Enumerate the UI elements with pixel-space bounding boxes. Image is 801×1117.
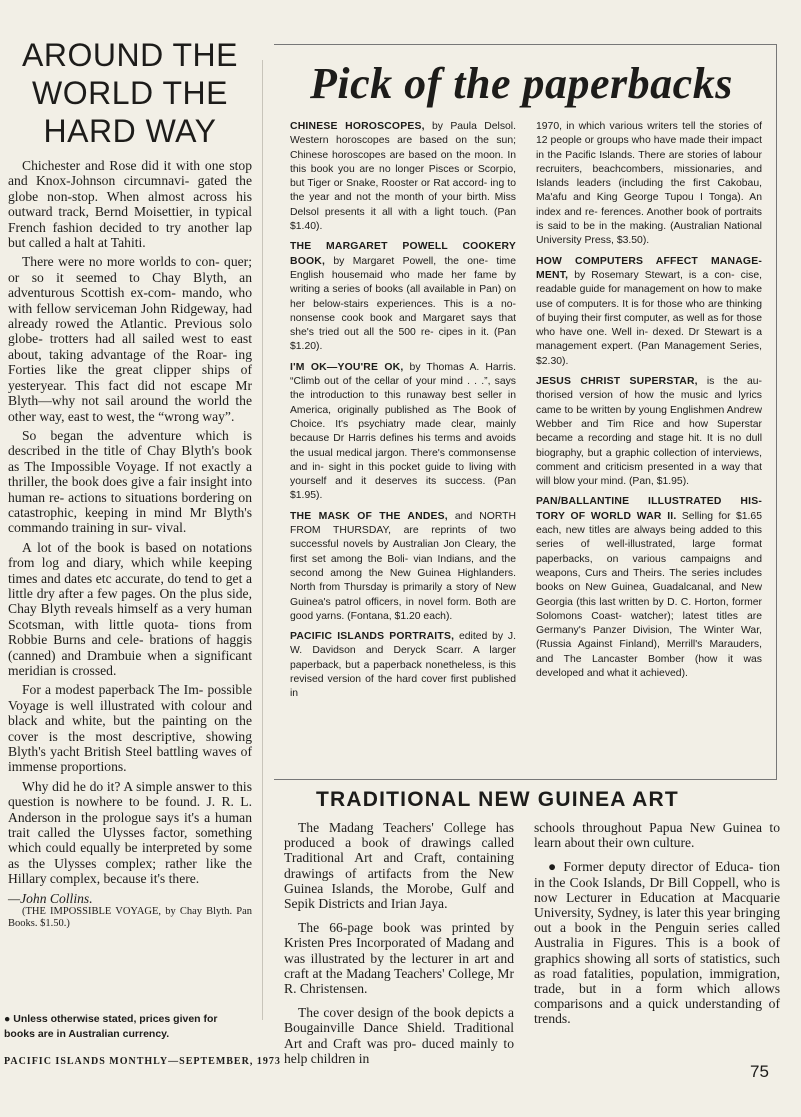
book-title: JESUS CHRIST SUPERSTAR, xyxy=(536,376,698,388)
book-entry xyxy=(536,375,762,489)
book-description: and NORTH FROM THURSDAY, are reprints of two successful novels by Australian Jon Cleary, the first set among the Boli- vian Indians, and the second among the New Guinea Highlanders. North from Thursday is primarily a story of New Guinea's patrol officers, in novel form. Both are good yarns. (Fontana, $1.20 each). xyxy=(290,510,516,622)
pick-column-2 xyxy=(536,120,762,687)
article-paragraph: Why did he do it? A simple answer to this question is nowhere to be found. J. R. L. Anderson in the prologue says it's a human trait called the Ulysses factor, something which could equally be interpreted by some as the Ulysses complex; rather like the Hillary complex, because it's there. xyxy=(8,778,252,887)
book-title: PACIFIC ISLANDS PORTRAITS, xyxy=(290,631,455,643)
article-paragraph: Chichester and Rose did it with one stop and Knox-Johnson circumnavi- gated the globe non-stop. When almost across his outward track, Bernd Moisettier, in typical French fashion decided to try another lap but called a halt at Tahiti. xyxy=(8,158,252,251)
article-paragraph: The 66-page book was printed by Kristen Pres Incorporated of Madang and was illustrated by the lecturer in art and craft at the Madang Teachers' College, Mr R. Christensen. xyxy=(284,920,514,997)
ng-art-column-2 xyxy=(534,820,780,1036)
article-title: AROUND THE WORLD THE HARD WAY xyxy=(22,37,238,149)
book-title: CHINESE HOROSCOPES, xyxy=(290,121,425,132)
book-entry xyxy=(290,630,516,701)
article-paragraph: There were no more worlds to con- quer; or so it seemed to Chay Blyth, an adventurous Scottish ex-com- mando, who with fellow serviceman John Ridgeway, had already rowed the Atlantic. Previous solo globe- trotters had all sailed west to east about, taking advantage of the Roar- ing Forties like the great clipper ships of yesteryear. This fact did not escape Mr Blyth—why not sail around the world the other way, east to west, the “wrong way”. xyxy=(8,254,252,424)
book-entry xyxy=(290,120,516,234)
article-paragraph: ● Former deputy director of Educa- tion in the Cook Islands, Dr Bill Coppell, who is now Lecturer in Education at Macquarie University, Sydney, is later this year bringing out a book in the Penguin series called Australia in Figures. This is a book of graphics showing all sorts of statistics, such as road fatalities, population, immigration, trade, but in a form which allows comparisons and a quick understanding of trends. xyxy=(534,859,780,1027)
book-description: 1970, in which various writers tell the stories of 12 people or groups who have made their impact in the Pacific Islands. There are stories of labour recruiters, beachcombers, missionaries, and Islands leaders (including the first Cakobau, Ma'afu and King George Tupou I Tonga). An index and re- ferences. Another book of portraits is said to be in the making. (Australian National University Press, $3.50). xyxy=(536,121,762,247)
left-article xyxy=(8,30,252,930)
page-number: 75 xyxy=(750,1062,769,1081)
book-description: by Margaret Powell, the one- time English housemaid who made her fame by writing a series of books (all available in Pan) on her below-stairs experiences. This is a no- nonsense cook book and Margaret says that she's tried out all the 500 re- cipes in it. (Pan $1.20). xyxy=(290,255,516,353)
pick-column-1 xyxy=(290,120,516,708)
book-entry xyxy=(290,510,516,624)
book-title: THE MASK OF THE ANDES, xyxy=(290,510,448,522)
book-title: PAN/BALLANTINE ILLUSTRATED HIS- TORY OF WORLD WAR II. xyxy=(536,496,762,522)
book-title: I'M OK—YOU'RE OK, xyxy=(290,361,404,373)
book-entry xyxy=(536,495,762,681)
article-paragraph: A lot of the book is based on notations from log and diary, which while keeping times and dates etc accurate, do tend to get a little dry after a few pages. On the plus side, Chay Blyth reveals himself as a very human Scotsman, with little quota- tions from Robbie Burns and cele- brations of haggis (canned) and Drambuie when a significant meridian is crossed. xyxy=(8,539,252,678)
book-title: THE MARGARET POWELL COOKERY BOOK, xyxy=(290,241,516,267)
ng-art-title: TRADITIONAL NEW GUINEA ART xyxy=(316,788,679,811)
article-paragraph: schools throughout Papua New Guinea to learn about their own culture. xyxy=(534,820,780,851)
publication-footer: PACIFIC ISLANDS MONTHLY—SEPTEMBER, 1973 xyxy=(4,1056,281,1067)
book-description: edited by J. W. Davidson and Deryck Scarr. A larger paperback, but a paperback nonetheless, is this revised version of the hard cover first published in xyxy=(290,631,517,700)
book-entry xyxy=(290,361,516,504)
book-entry xyxy=(536,255,762,369)
article-paragraph: For a modest paperback The Im- possible Voyage is well illustrated with colour and black and white, but the painting on the cover is the most descriptive, showing Blyth's yacht British Steel battling waves of immense proportions. xyxy=(8,682,252,775)
book-title: HOW COMPUTERS AFFECT MANAGE- MENT, xyxy=(536,255,762,281)
book-description: Selling for $1.65 each, new titles are always being added to this series of well-illustrated, large format paperbacks, on various campaigns and weapons, Curs and Theirs. The series includes books on New Guinea, Guadalcanal, and New Georgia (this last written by D. C. Horton, former Solomons Coast- watcher); latest titles are Germany's Panzer Division, The Winter War, (Russia Against Finland), Merrill's Marauders, and The Lancaster Bomber (how it was developed and what it achieved). xyxy=(536,510,762,679)
article-paragraph: The Madang Teachers' College has produced a book of drawings called Traditional Art and Craft, containing drawings of artifacts from the New Guinea Islands, the Morobe, Gulf and Sepik Districts and Irian Jaya. xyxy=(284,820,514,912)
book-description: by Paula Delsol. Western horoscopes are based on the sun; Chinese horoscopes are based on the moon. In this book you are no longer Pisces or Scorpio, but Tiger or Snake, Rooster or Rat accord- ing to the year and not the month of your birth. Miss Delsol presents it all with a light touch. (Pan $1.40). xyxy=(290,121,516,233)
book-entry xyxy=(290,240,516,354)
book-reference: (THE IMPOSSIBLE VOYAGE, by Chay Blyth. Pan Books. $1.50.) xyxy=(8,906,252,930)
article-body xyxy=(8,158,252,930)
book-entry xyxy=(536,120,762,249)
article-paragraph: So began the adventure which is described in the title of Chay Blyth's book as The Impossible Voyage. If not exactly a thriller, the book does give a fair insight into human re- actions to situations bordering on catastrophic, keeping in mind Mr Blyth's commando training in sur- vival. xyxy=(8,427,252,536)
author-credit: —John Collins. xyxy=(8,890,93,906)
ng-art-column-1 xyxy=(284,820,514,1075)
book-description: is the au- thorised version of how the music and lyrics came to be written by young Englishmen Andrew Webber and Tim Rice and how Superstar became a recording and stage hit. It is no dull biography, but a graphic collection of interviews, comment and criticism presented in a way that will blow your mind. (Pan, $1.95). xyxy=(536,376,762,488)
book-description: by Rosemary Stewart, is a con- cise, readable guide for management on how to make use of computers. It is for those who are thinking of buying their first computer, as well as for those who have one. Well in- dexed. Dr Stewart is a management expert. (Pan Management Series, $2.30). xyxy=(536,269,762,367)
column-divider xyxy=(262,60,263,1020)
article-paragraph: The cover design of the book depicts a Bougainville Dance Shield. Traditional Art and Craft was pro- duced mainly to help children in xyxy=(284,1005,514,1066)
price-note: ● Unless otherwise stated, prices given for books are in Australian currency. xyxy=(4,1013,218,1040)
pick-section-title: Pick of the paperbacks xyxy=(310,59,733,108)
book-description: by Thomas A. Harris. “Climb out of the cellar of your mind . . .”, says the introduction to this runaway best seller in America, originally published as The Book of Choice. It's psychiatry made clear, mainly because Dr Harris defines his terms and avoids the usual medical jargon. There's commonsense and in- sight in this pocket guide to living with yourself and it deserves its success. (Pan $1.95). xyxy=(290,361,516,502)
